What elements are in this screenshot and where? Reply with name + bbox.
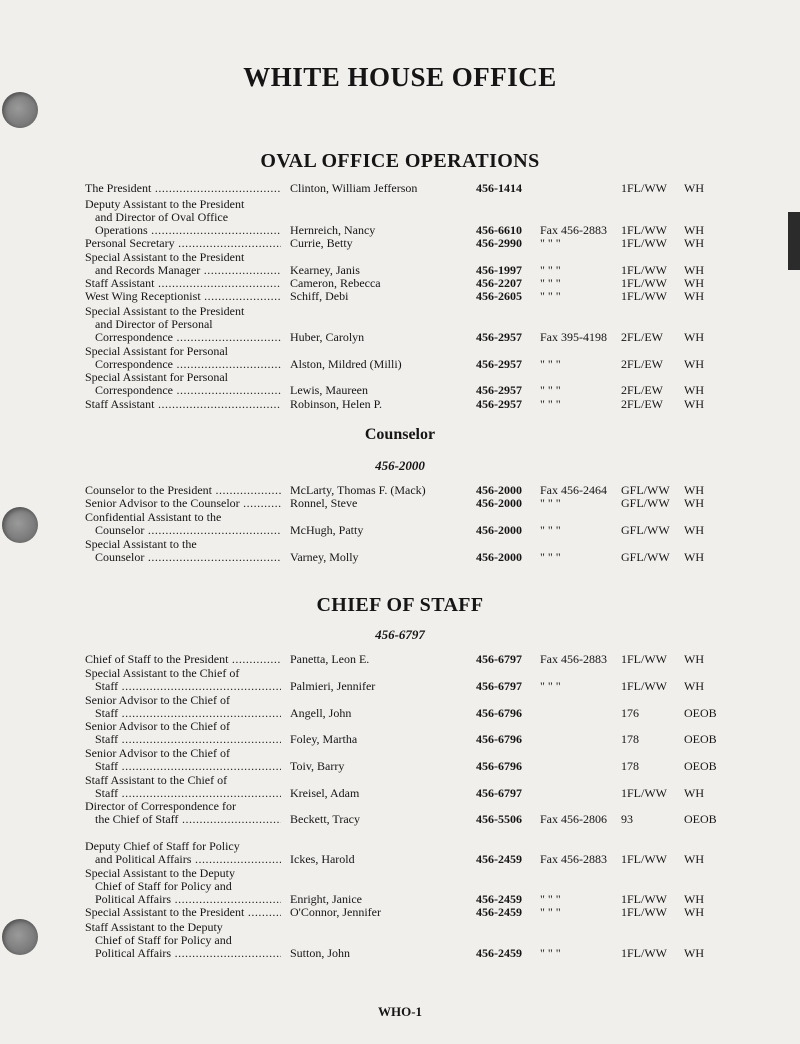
entry-fax: Fax 456-2806 bbox=[540, 812, 607, 826]
entry-room: 178 bbox=[621, 732, 639, 746]
entry-title bbox=[85, 398, 281, 411]
entry-title bbox=[85, 774, 281, 800]
directory-entry bbox=[0, 371, 800, 397]
entry-title-line: Correspondence ..... bbox=[85, 358, 281, 371]
entry-title-line: Deputy Chief of Staff for Policy bbox=[85, 840, 240, 853]
entry-phone: 456-2000 bbox=[476, 550, 522, 564]
directory-entry bbox=[0, 720, 800, 746]
entry-room: 2FL/EW bbox=[621, 357, 663, 371]
entry-title-line: Staff Assistant ..... bbox=[85, 277, 281, 290]
entry-building: WH bbox=[684, 263, 704, 277]
entry-fax: " " " bbox=[540, 523, 561, 537]
entry-title-line: Senior Advisor to the Chief of bbox=[85, 694, 230, 707]
entry-building: WH bbox=[684, 892, 704, 906]
entry-title bbox=[85, 538, 281, 564]
entry-title bbox=[85, 497, 281, 510]
entry-title bbox=[85, 800, 281, 826]
entry-fax: " " " bbox=[540, 357, 561, 371]
entry-fax: Fax 456-2883 bbox=[540, 223, 607, 237]
entry-building: WH bbox=[684, 276, 704, 290]
entry-fax: " " " bbox=[540, 263, 561, 277]
entry-name: Enright, Janice bbox=[290, 892, 362, 906]
entry-name: McLarty, Thomas F. (Mack) bbox=[290, 483, 426, 497]
entry-title-line: the Chief of Staff ..... bbox=[85, 813, 281, 826]
entry-room: 1FL/WW bbox=[621, 236, 667, 250]
entry-title-line: Deputy Assistant to the President bbox=[85, 198, 245, 211]
entry-title-line: Special Assistant to the President bbox=[85, 251, 245, 264]
directory-entry bbox=[0, 182, 800, 195]
section-title-counselor: Counselor bbox=[364, 426, 436, 443]
entry-building: WH bbox=[684, 397, 704, 411]
directory-entry bbox=[0, 694, 800, 720]
directory-entry bbox=[0, 538, 800, 564]
entry-title-line: Chief of Staff for Policy and bbox=[95, 880, 232, 893]
directory-entry bbox=[0, 747, 800, 773]
entry-name: Palmieri, Jennifer bbox=[290, 679, 376, 693]
entry-title bbox=[85, 921, 281, 960]
entry-title-line: Special Assistant to the President ..... bbox=[85, 906, 281, 919]
entry-room: 93 bbox=[621, 812, 633, 826]
entry-fax: Fax 456-2464 bbox=[540, 483, 607, 497]
entry-title-line: and Director of Personal bbox=[95, 318, 213, 331]
entry-title bbox=[85, 840, 281, 866]
entry-title-line: Staff ..... bbox=[85, 760, 281, 773]
entry-phone: 456-2957 bbox=[476, 330, 522, 344]
entry-title bbox=[85, 720, 281, 746]
entry-building: WH bbox=[684, 483, 704, 497]
entry-name: Robinson, Helen P. bbox=[290, 397, 383, 411]
entry-phone: 456-1997 bbox=[476, 263, 522, 277]
entry-building: WH bbox=[684, 852, 704, 866]
entry-fax: Fax 395-4198 bbox=[540, 330, 607, 344]
entry-title-line: Political Affairs ..... bbox=[85, 893, 281, 906]
entry-phone: 456-2000 bbox=[476, 496, 522, 510]
entry-room: 1FL/WW bbox=[621, 223, 667, 237]
entry-title bbox=[85, 906, 281, 919]
entry-phone: 456-1414 bbox=[476, 181, 522, 195]
directory-entry bbox=[0, 305, 800, 344]
entry-fax: " " " bbox=[540, 276, 561, 290]
entry-title-line: Correspondence ..... bbox=[85, 384, 281, 397]
entry-phone: 456-5506 bbox=[476, 812, 522, 826]
entry-title-line: Chief of Staff to the President ..... bbox=[85, 653, 281, 666]
entry-title bbox=[85, 345, 281, 371]
directory-entry bbox=[0, 290, 800, 303]
entry-phone: 456-2957 bbox=[476, 357, 522, 371]
entry-phone: 456-2000 bbox=[476, 523, 522, 537]
directory-entry bbox=[0, 277, 800, 290]
entry-title-line: Director of Correspondence for bbox=[85, 800, 236, 813]
entry-room: 1FL/WW bbox=[621, 652, 667, 666]
entry-room: GFL/WW bbox=[621, 496, 670, 510]
directory-entry bbox=[0, 800, 800, 826]
entry-title-line: and Political Affairs ..... bbox=[85, 853, 281, 866]
entry-room: 1FL/WW bbox=[621, 181, 667, 195]
entry-title-line: Staff Assistant to the Deputy bbox=[85, 921, 223, 934]
entry-name: Sutton, John bbox=[290, 946, 351, 960]
entry-fax: Fax 456-2883 bbox=[540, 652, 607, 666]
directory-entry bbox=[0, 667, 800, 693]
directory-entry bbox=[0, 198, 800, 237]
entry-name: Ickes, Harold bbox=[290, 852, 355, 866]
page-title: WHITE HOUSE OFFICE bbox=[243, 62, 557, 92]
entry-phone: 456-6796 bbox=[476, 759, 522, 773]
entry-fax: " " " bbox=[540, 905, 561, 919]
entry-fax: " " " bbox=[540, 236, 561, 250]
entry-title-line: Staff ..... bbox=[85, 733, 281, 746]
entry-title-line: Special Assistant for Personal bbox=[85, 371, 228, 384]
entry-room: GFL/WW bbox=[621, 523, 670, 537]
entry-title-line: Confidential Assistant to the bbox=[85, 511, 222, 524]
entry-phone: 456-2207 bbox=[476, 276, 522, 290]
entry-phone: 456-6797 bbox=[476, 679, 522, 693]
entry-title-line: Special Assistant to the Chief of bbox=[85, 667, 240, 680]
entry-fax: " " " bbox=[540, 289, 561, 303]
entry-fax: " " " bbox=[540, 383, 561, 397]
entry-name: Toiv, Barry bbox=[290, 759, 345, 773]
entry-name: Foley, Martha bbox=[290, 732, 358, 746]
entry-fax: " " " bbox=[540, 892, 561, 906]
entry-phone: 456-2957 bbox=[476, 397, 522, 411]
entry-name: Lewis, Maureen bbox=[290, 383, 368, 397]
entry-title-line: Correspondence ..... bbox=[85, 331, 281, 344]
entry-title-line: West Wing Receptionist ..... bbox=[85, 290, 281, 303]
entry-room: 1FL/WW bbox=[621, 786, 667, 800]
entry-title-line: Counselor ..... bbox=[85, 551, 281, 564]
entry-phone: 456-6796 bbox=[476, 706, 522, 720]
entry-building: WH bbox=[684, 496, 704, 510]
entry-name: Beckett, Tracy bbox=[290, 812, 360, 826]
entry-phone: 456-6797 bbox=[476, 786, 522, 800]
directory-entry bbox=[0, 398, 800, 411]
entry-title bbox=[85, 305, 281, 344]
entry-title-line: Senior Advisor to the Chief of bbox=[85, 720, 230, 733]
entry-title bbox=[85, 251, 281, 277]
entry-title-line: Staff Assistant to the Chief of bbox=[85, 774, 228, 787]
entry-title bbox=[85, 694, 281, 720]
entry-title-line: Personal Secretary ..... bbox=[85, 237, 281, 250]
entry-title bbox=[85, 237, 281, 250]
entry-phone: 456-6797 bbox=[476, 652, 522, 666]
entry-phone: 456-2000 bbox=[476, 483, 522, 497]
entry-building: WH bbox=[684, 946, 704, 960]
entry-name: Kearney, Janis bbox=[290, 263, 360, 277]
entry-phone: 456-2957 bbox=[476, 383, 522, 397]
entry-title-line: and Records Manager ..... bbox=[85, 264, 281, 277]
entry-title bbox=[85, 667, 281, 693]
entry-phone: 456-2459 bbox=[476, 946, 522, 960]
entry-title-line: Counselor to the President ..... bbox=[85, 484, 281, 497]
directory-entry bbox=[0, 774, 800, 800]
entry-name: Clinton, William Jefferson bbox=[290, 181, 418, 195]
entry-room: 1FL/WW bbox=[621, 852, 667, 866]
entry-building: OEOB bbox=[684, 732, 717, 746]
entry-title-line: Operations ..... bbox=[85, 224, 281, 237]
entry-room: 178 bbox=[621, 759, 639, 773]
directory-entry bbox=[0, 345, 800, 371]
entry-title bbox=[85, 511, 281, 537]
entry-name: Huber, Carolyn bbox=[290, 330, 365, 344]
entry-fax: " " " bbox=[540, 679, 561, 693]
entry-title-line: The President ..... bbox=[85, 182, 281, 195]
entry-building: WH bbox=[684, 223, 704, 237]
entry-room: 1FL/WW bbox=[621, 263, 667, 277]
directory-entry bbox=[0, 251, 800, 277]
entry-building: WH bbox=[684, 523, 704, 537]
entry-building: WH bbox=[684, 383, 704, 397]
entry-title-line: Staff Assistant ..... bbox=[85, 398, 281, 411]
entry-phone: 456-2459 bbox=[476, 892, 522, 906]
entry-room: 1FL/WW bbox=[621, 679, 667, 693]
entry-title-line: Senior Advisor to the Chief of bbox=[85, 747, 230, 760]
entry-room: GFL/WW bbox=[621, 483, 670, 497]
entry-building: WH bbox=[684, 236, 704, 250]
entry-building: OEOB bbox=[684, 759, 717, 773]
entry-title-line: Special Assistant to the Deputy bbox=[85, 867, 235, 880]
entry-fax: " " " bbox=[540, 946, 561, 960]
entry-title bbox=[85, 290, 281, 303]
directory-entry bbox=[0, 497, 800, 510]
entry-building: WH bbox=[684, 289, 704, 303]
entry-room: 1FL/WW bbox=[621, 289, 667, 303]
entry-room: 1FL/WW bbox=[621, 946, 667, 960]
entry-building: WH bbox=[684, 905, 704, 919]
entry-fax: " " " bbox=[540, 550, 561, 564]
entry-room: 1FL/WW bbox=[621, 905, 667, 919]
entry-building: WH bbox=[684, 330, 704, 344]
entry-name: Panetta, Leon E. bbox=[290, 652, 370, 666]
entry-title-line: Chief of Staff for Policy and bbox=[95, 934, 232, 947]
entry-name: McHugh, Patty bbox=[290, 523, 364, 537]
directory-entry bbox=[0, 237, 800, 250]
entry-name: Ronnel, Steve bbox=[290, 496, 358, 510]
entry-name: O'Connor, Jennifer bbox=[290, 905, 381, 919]
entry-building: WH bbox=[684, 679, 704, 693]
entry-building: WH bbox=[684, 357, 704, 371]
entry-phone: 456-2605 bbox=[476, 289, 522, 303]
entry-phone: 456-2459 bbox=[476, 852, 522, 866]
entry-title bbox=[85, 371, 281, 397]
directory-entry bbox=[0, 867, 800, 906]
entry-title bbox=[85, 182, 281, 195]
directory-entry bbox=[0, 653, 800, 666]
entry-title-line: Staff ..... bbox=[85, 707, 281, 720]
entry-phone: 456-6610 bbox=[476, 223, 522, 237]
entry-room: 1FL/WW bbox=[621, 276, 667, 290]
entry-name: Currie, Betty bbox=[290, 236, 353, 250]
entry-fax: " " " bbox=[540, 397, 561, 411]
directory-entry bbox=[0, 906, 800, 919]
entry-title-line: and Director of Oval Office bbox=[95, 211, 229, 224]
entry-phone: 456-2459 bbox=[476, 905, 522, 919]
entry-building: WH bbox=[684, 652, 704, 666]
directory-entry bbox=[0, 511, 800, 537]
entry-title bbox=[85, 198, 281, 237]
entry-room: 2FL/EW bbox=[621, 383, 663, 397]
entry-room: 2FL/EW bbox=[621, 330, 663, 344]
entry-title bbox=[85, 484, 281, 497]
page-number: WHO-1 bbox=[377, 1004, 423, 1019]
entry-title-line: Counselor ..... bbox=[85, 524, 281, 537]
entry-title-line: Political Affairs ..... bbox=[85, 947, 281, 960]
entry-phone: 456-6796 bbox=[476, 732, 522, 746]
entry-phone: 456-2990 bbox=[476, 236, 522, 250]
entry-title bbox=[85, 867, 281, 906]
entry-name: Hernreich, Nancy bbox=[290, 223, 376, 237]
entry-title-line: Staff ..... bbox=[85, 680, 281, 693]
directory-entry bbox=[0, 840, 800, 866]
entry-title-line: Senior Advisor to the Counselor ..... bbox=[85, 497, 281, 510]
section-phone-counselor: 456-2000 bbox=[375, 458, 425, 473]
entry-title-line: Special Assistant to the bbox=[85, 538, 197, 551]
entry-building: WH bbox=[684, 181, 704, 195]
entry-title bbox=[85, 747, 281, 773]
entry-name: Varney, Molly bbox=[290, 550, 359, 564]
entry-room: 176 bbox=[621, 706, 639, 720]
entry-name: Schiff, Debi bbox=[290, 289, 349, 303]
entry-title-line: Special Assistant for Personal bbox=[85, 345, 228, 358]
entry-room: GFL/WW bbox=[621, 550, 670, 564]
entry-building: OEOB bbox=[684, 812, 717, 826]
entry-name: Angell, John bbox=[290, 706, 352, 720]
entry-name: Alston, Mildred (Milli) bbox=[290, 357, 402, 371]
entry-building: OEOB bbox=[684, 706, 717, 720]
entry-name: Cameron, Rebecca bbox=[290, 276, 381, 290]
entry-building: WH bbox=[684, 550, 704, 564]
section-title-oval-office: OVAL OFFICE OPERATIONS bbox=[260, 150, 540, 172]
entry-title bbox=[85, 653, 281, 666]
entry-title-line: Staff ..... bbox=[85, 787, 281, 800]
entry-fax: " " " bbox=[540, 496, 561, 510]
directory-entry bbox=[0, 921, 800, 960]
section-title-chief-of-staff: CHIEF OF STAFF bbox=[316, 594, 484, 616]
entry-fax: Fax 456-2883 bbox=[540, 852, 607, 866]
entry-title bbox=[85, 277, 281, 290]
directory-entry bbox=[0, 484, 800, 497]
entry-building: WH bbox=[684, 786, 704, 800]
entry-room: 2FL/EW bbox=[621, 397, 663, 411]
entry-room: 1FL/WW bbox=[621, 892, 667, 906]
section-phone-chief-of-staff: 456-6797 bbox=[375, 627, 425, 642]
entry-title-line: Special Assistant to the President bbox=[85, 305, 245, 318]
entry-name: Kreisel, Adam bbox=[290, 786, 360, 800]
